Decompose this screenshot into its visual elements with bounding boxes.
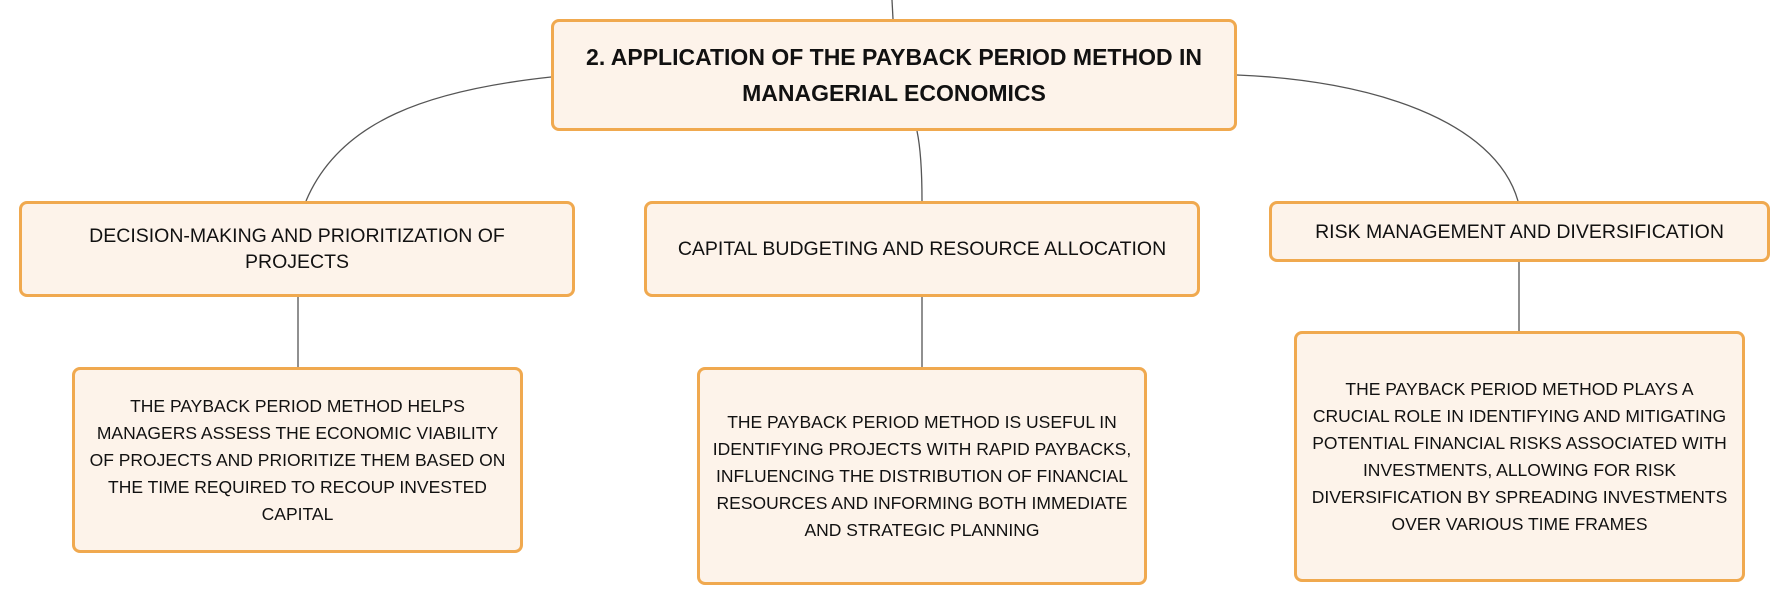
topic-label: DECISION-MAKING AND PRIORITIZATION OF PROJECTS [89,225,505,273]
root-label: 2. APPLICATION OF THE PAYBACK PERIOD METHOD IN MANAGERIAL ECONOMICS [586,44,1202,106]
topic-node-capital-budgeting[interactable] [644,201,1200,297]
connector-root-to-topic-3 [1237,75,1518,201]
connector-root-to-topic-1 [306,77,551,201]
connector-root-to-topic-2 [917,131,922,201]
detail-node-decision-making[interactable] [72,367,523,553]
topic-label: CAPITAL BUDGETING AND RESOURCE ALLOCATION [677,238,1167,260]
connector-parent-to-root [892,0,893,19]
detail-text: THE PAYBACK PERIOD METHOD IS USEFUL IN IDENTIFYING PROJECTS WITH RAPID PAYBACKS, INFLUENCING THE DISTRIBUTION OF FINANCIAL RESOURCES AND INFORMING BOTH IMMEDIATE AND STRATEGIC PLANNING [712,411,1132,540]
topic-label: RISK MANAGEMENT AND DIVERSIFICATION [1315,220,1724,243]
detail-node-risk-management[interactable] [1294,331,1745,582]
detail-text: THE PAYBACK PERIOD METHOD PLAYS A CRUCIAL ROLE IN IDENTIFYING AND MITIGATING POTENTIAL FINANCIAL RISKS ASSOCIATED WITH INVESTMENTS, ALLOWING FOR RISK DIVERSIFICATION BY SPREADING INVESTMENTS OVER VARIOUS TIME FRAMES [1311,378,1728,534]
topic-node-decision-making[interactable] [19,201,575,297]
detail-text: THE PAYBACK PERIOD METHOD HELPS MANAGERS ASSESS THE ECONOMIC VIABILITY OF PROJECTS AND PRIORITIZE THEM BASED ON THE TIME REQUIRED TO RECOUP INVESTED CAPITAL [89,395,506,524]
detail-node-capital-budgeting[interactable] [697,367,1147,585]
topic-node-risk-management[interactable] [1269,201,1770,262]
root-node[interactable] [551,19,1237,131]
